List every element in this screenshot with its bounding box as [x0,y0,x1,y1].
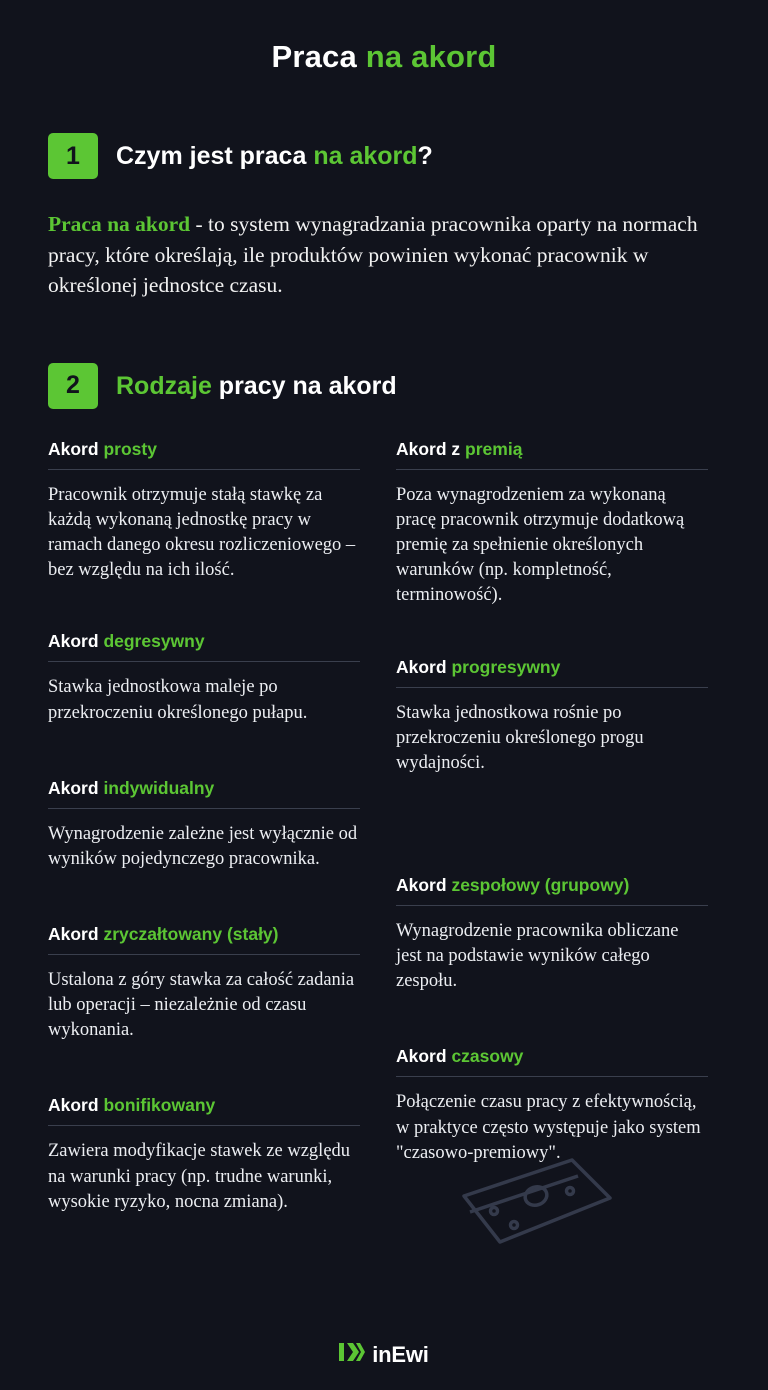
section-badge-1: 1 [48,133,98,179]
type-card-title-pre: Akord [48,1095,104,1116]
type-card-title-green: czasowy [451,1046,524,1067]
types-column-right [396,439,708,1241]
type-card-title-pre: Akord z [396,438,466,459]
section-badge-2: 2 [48,363,98,409]
type-card [48,439,360,584]
type-card-title-pre: Akord [48,438,104,459]
type-card-title-green: premią [465,438,523,459]
type-card-title-green: zryczałtowany (stały) [103,923,279,944]
section-title-2-green: Rodzaje [116,371,212,400]
type-card-title [396,1046,708,1077]
section-title-1-green: na akord [313,142,418,171]
type-card-body: Stawka jednostkowa rośnie po przekroczeniu określonego progu wydajności. [396,702,644,773]
type-card [396,657,708,776]
type-card-title-pre: Akord [396,1046,452,1067]
type-card-title-green: bonifikowany [103,1095,216,1116]
type-card-body: Poza wynagrodzeniem za wykonaną pracę pracownik otrzymuje dodatkową premię za spełnienie określonych warunków (np. kompletność, terminowość). [396,484,685,606]
type-card-body: Pracownik otrzymuje stałą stawkę za każdą wykonaną jednostkę pracy w ramach danego okresu rozliczeniowego – bez względu na ich ilość. [48,484,356,581]
banknotes-icon [452,1138,622,1268]
page-title-part1: Praca [271,39,366,74]
type-card-title [396,875,708,906]
type-card-title-pre: Akord [48,923,104,944]
type-card-title [48,924,360,955]
logo-text: inEwi [372,1341,429,1367]
section-title-1 [116,141,433,171]
intro-lead: Praca na akord [48,212,191,237]
page-title [48,0,720,75]
type-card-title-pre: Akord [396,874,452,895]
type-card-title-green: degresywny [103,631,205,652]
section-title-1-post: ? [417,142,433,171]
section-header-1 [48,133,720,179]
type-card-title [48,439,360,470]
type-card-body: Połączenie czasu pracy z efektywnością, w praktyce często występuje jako system "czasowo-premiowy". [396,1092,701,1163]
type-card-title-pre: Akord [48,777,104,798]
intro-rest: - to system wynagradzania pracownika oparty na normach pracy, które określają, ile produktów powinien wykonać pracownik w określonej jednostce czasu. [48,212,698,298]
section-title-1-pre: Czym jest praca [116,142,314,171]
type-card-body: Stawka jednostkowa maleje po przekroczeniu określonego pułapu. [48,677,308,723]
type-card-body: Ustalona z góry stawka za całość zadania lub operacji – niezależnie od czasu wykonania. [48,969,355,1041]
intro-paragraph [48,209,720,301]
type-card-title-green: indywidualny [103,777,215,798]
type-card [48,1095,360,1214]
type-card-title [396,657,708,688]
type-card-title-pre: Akord [48,631,104,652]
type-card-body: Zawiera modyfikacje stawek ze względu na warunki pracy (np. trudne warunki, wysokie ryzyko, nocna zmiana). [48,1141,351,1212]
type-card [48,778,360,872]
type-card [48,631,360,725]
types-column-left [48,439,360,1241]
type-card-body: Wynagrodzenie pracownika obliczane jest na podstawie wyników całego zespołu. [396,920,679,992]
type-card-title [396,439,708,470]
page-title-part2: na akord [365,39,497,74]
type-card-title-green: prosty [103,438,157,459]
section-header-2 [48,363,720,409]
types-grid [48,439,720,1241]
type-card-title-green: zespołowy (grupowy) [451,874,630,895]
section-title-2 [116,371,397,401]
type-card-title-green: progresywny [451,656,561,677]
type-card-title-pre: Akord [396,656,452,677]
type-card-body: Wynagrodzenie zależne jest wyłącznie od wyników pojedynczego pracownika. [48,823,358,869]
type-card [48,924,360,1043]
type-card [396,875,708,994]
section-title-2-post: pracy na akord [211,371,397,400]
type-card-title [48,778,360,809]
footer-logo [0,1341,768,1368]
type-card-title [48,631,360,662]
type-card-title [48,1095,360,1126]
type-card [396,439,708,609]
inewi-logo-mark-icon [339,1341,365,1368]
